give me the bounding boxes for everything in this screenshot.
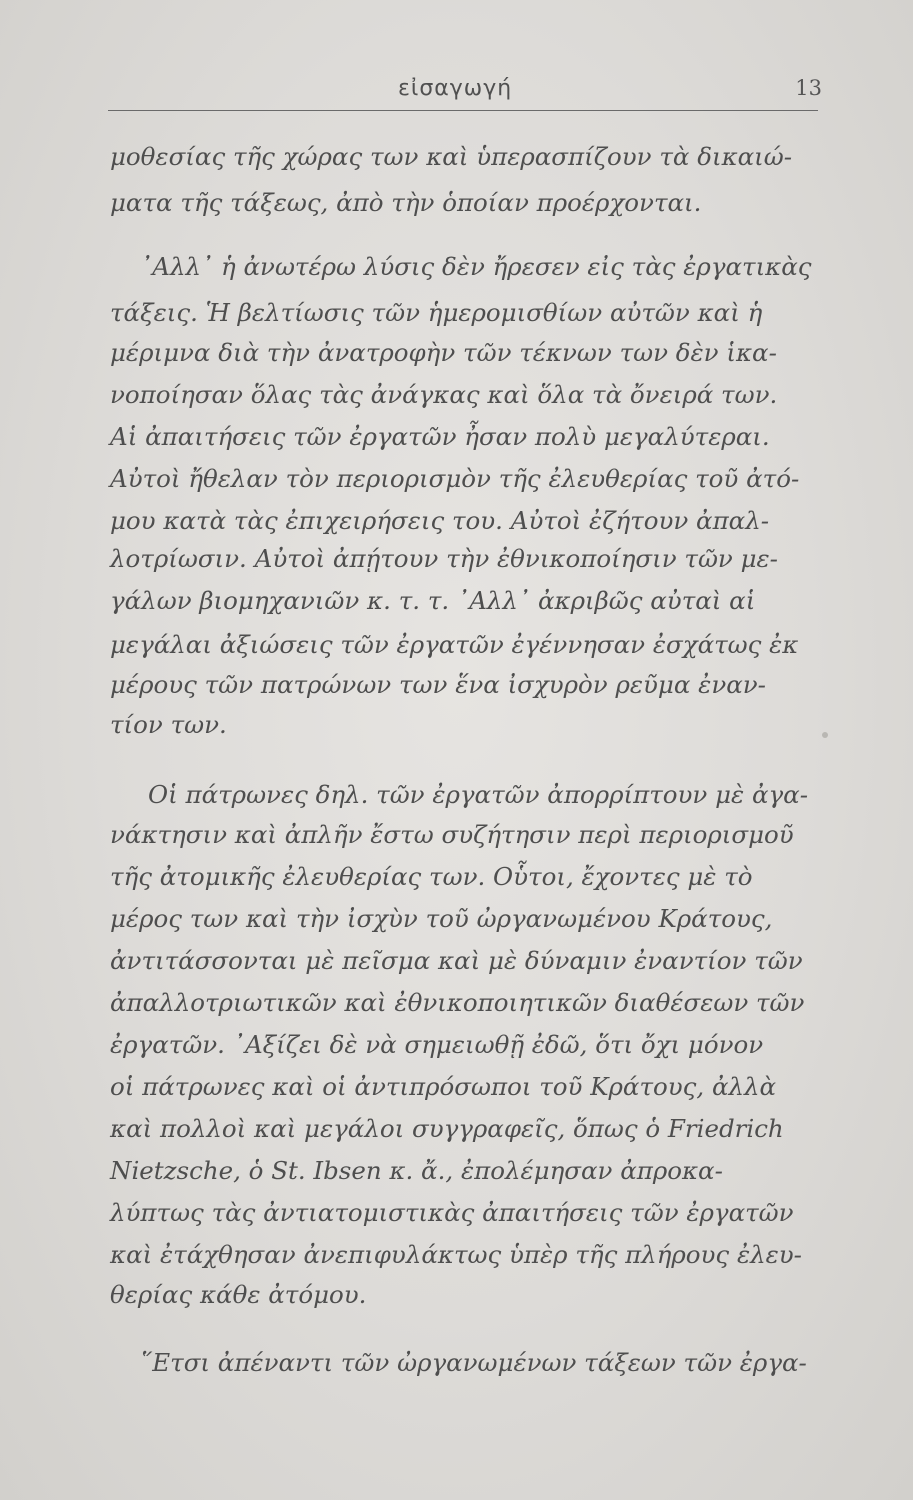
text-line: καὶ ἐτάχθησαν ἀνεπιφυλάκτως ὑπὲρ τῆς πλήρους ἐλευ- (110, 1240, 802, 1269)
text-line: νοποίησαν ὅλας τὰς ἀνάγκας καὶ ὅλα τὰ ὄνειρά των. (110, 380, 778, 409)
text-line: ἀπαλλοτριωτικῶν καὶ ἐθνικοποιητικῶν διαθέσεων τῶν (110, 988, 805, 1017)
ink-speck (822, 732, 828, 738)
text-line: τῆς ἀτομικῆς ἐλευθερίας των. Οὗτοι, ἔχοντες μὲ τὸ (110, 862, 753, 891)
text-line: ματα τῆς τάξεως, ἀπὸ τὴν ὁποίαν προέρχονται. (110, 188, 702, 217)
text-line: ἀντιτάσσονται μὲ πεῖσμα καὶ μὲ δύναμιν ἐναντίον τῶν (110, 946, 803, 975)
running-head: εἰσαγωγή (398, 76, 513, 101)
text-line: γάλων βιομηχανιῶν κ. τ. τ. ᾿Αλλ᾿ ἀκριβῶς αὐταὶ αἱ (110, 586, 756, 615)
text-line: μου κατὰ τὰς ἐπιχειρήσεις του. Αὐτοὶ ἐζήτουν ἀπαλ- (110, 506, 770, 535)
text-line: Nietzsche, ὁ St. Ibsen κ. ἄ., ἐπολέμησαν ἀπροκα- (110, 1156, 723, 1185)
text-line: οἱ πάτρωνες καὶ οἱ ἀντιπρόσωποι τοῦ Κράτους, ἀλλὰ (110, 1072, 777, 1101)
text-line: τάξεις. Ἡ βελτίωσις τῶν ἡμερομισθίων αὐτῶν καὶ ἡ (110, 298, 763, 327)
text-line: λύπτως τὰς ἀντιατομιστικὰς ἀπαιτήσεις τῶν ἐργατῶν (110, 1198, 794, 1227)
text-line: Αἱ ἀπαιτήσεις τῶν ἐργατῶν ἦσαν πολὺ μεγαλύτεραι. (110, 422, 770, 451)
text-line: μέρος των καὶ τὴν ἰσχὺν τοῦ ὠργανωμένου Κράτους, (110, 904, 773, 933)
text-line: Αὐτοὶ ἤθελαν τὸν περιορισμὸν τῆς ἐλευθερίας τοῦ ἀτό- (110, 464, 800, 493)
text-line: Οἱ πάτρωνες δηλ. τῶν ἐργατῶν ἀπορρίπτουν μὲ ἀγα- (148, 780, 808, 809)
text-line: ἐργατῶν. ᾿Αξίζει δὲ νὰ σημειωθῇ ἐδῶ, ὅτι ὄχι μόνον (110, 1030, 764, 1059)
text-line: νάκτησιν καὶ ἀπλῆν ἔστω συζήτησιν περὶ περιορισμοῦ (110, 820, 794, 849)
text-line: καὶ πολλοὶ καὶ μεγάλοι συγγραφεῖς, ὅπως ὁ Friedrich (110, 1114, 784, 1143)
text-line: θερίας κάθε ἀτόμου. (110, 1280, 367, 1309)
text-line: λοτρίωσιν. Αὐτοὶ ἀπῄτουν τὴν ἐθνικοποίησιν τῶν με- (110, 544, 778, 573)
text-line: μέριμνα διὰ τὴν ἀνατροφὴν τῶν τέκνων των δὲν ἱκα- (110, 338, 777, 367)
text-line: τίον των. (110, 710, 227, 739)
page-header (108, 70, 822, 111)
text-line: μέρους τῶν πατρώνων των ἕνα ἰσχυρὸν ρεῦμα ἐναν- (110, 670, 766, 699)
page-number: 13 (795, 76, 822, 100)
text-line: μεγάλαι ἀξιώσεις τῶν ἐργατῶν ἐγέννησαν ἐσχάτως ἐκ (110, 630, 799, 659)
text-line: ῞Ετσι ἀπέναντι τῶν ὠργανωμένων τάξεων τῶν ἐργα- (140, 1348, 807, 1377)
text-line: ᾿Αλλ᾿ ἡ ἀνωτέρω λύσις δὲν ἤρεσεν εἰς τὰς ἐργατικὰς (140, 252, 812, 281)
text-line: μοθεσίας τῆς χώρας των καὶ ὑπερασπίζουν τὰ δικαιώ- (110, 142, 793, 171)
